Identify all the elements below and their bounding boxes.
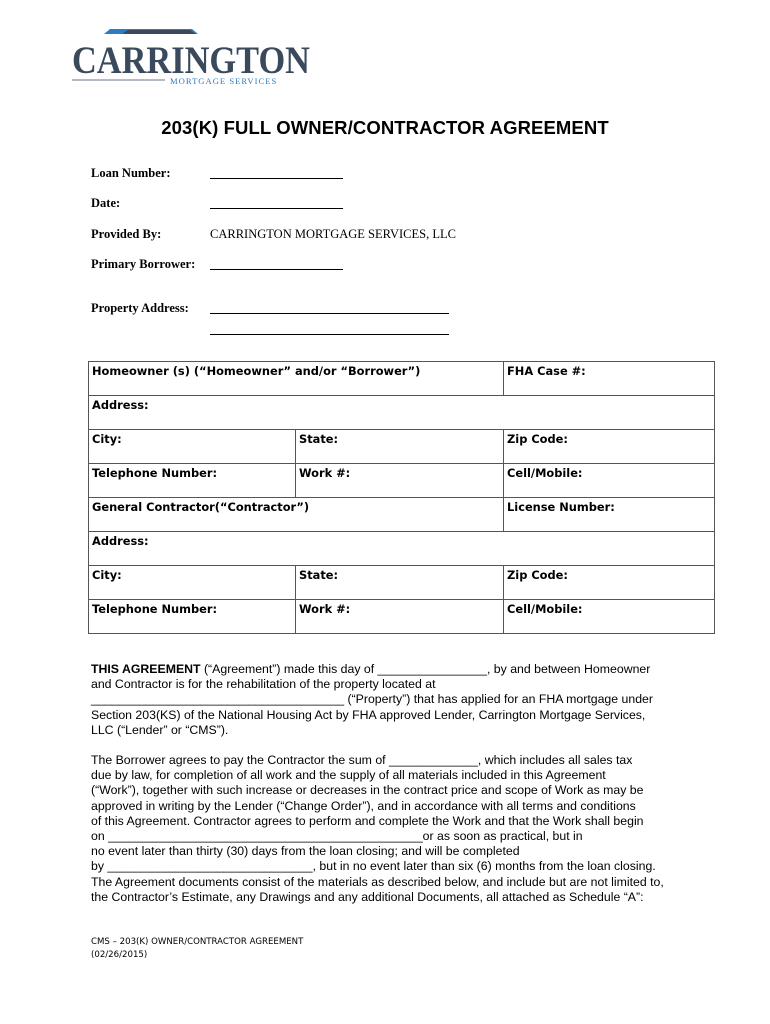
contractor-city-cell[interactable] [89,566,296,600]
cell-mobile-label: Cell/Mobile: [507,466,583,480]
document-title: 203(K) FULL OWNER/CONTRACTOR AGREEMENT [161,117,609,138]
homeowner-city-cell[interactable] [89,430,296,464]
contractor-cell[interactable] [89,498,504,532]
parties-info-table [88,361,715,634]
provided-by-value: CARRINGTON MORTGAGE SERVICES, LLC [210,227,456,241]
homeowner-work-cell[interactable] [296,464,504,498]
paragraph-line: The Agreement documents consist of the materials as described below, and include but are not limited to, [91,874,664,889]
fha-case-cell[interactable] [504,362,715,396]
table-row [89,532,715,566]
property-address-label: Property Address: [91,301,189,315]
payment-terms-paragraph [91,753,691,905]
zip-label: Zip Code: [507,568,568,582]
work-label: Work #: [299,602,351,616]
page-footer [91,936,303,962]
paragraph-line: and Contractor is for the rehabilitation of the property located at [91,677,436,692]
telephone-label: Telephone Number: [92,466,218,480]
homeowner-zip-cell[interactable] [504,430,715,464]
table-row [89,362,715,396]
footer-form-name: CMS – 203(K) OWNER/CONTRACTOR AGREEMENT [91,937,304,947]
paragraph-line: Section 203(KS) of the National Housing Act by FHA approved Lender, Carrington Mortgage Services, [91,707,646,722]
state-label: State: [299,568,339,582]
contractor-address-cell[interactable] [89,532,715,566]
contractor-zip-cell[interactable] [504,566,715,600]
property-address-field-line1[interactable] [210,313,449,314]
table-row [89,464,715,498]
agreement-paragraph [91,662,691,738]
contractor-state-cell[interactable] [296,566,504,600]
table-row [89,396,715,430]
work-label: Work #: [299,466,351,480]
provided-by-label: Provided By: [91,227,162,241]
address-label: Address: [92,398,149,412]
paragraph-line: LLC (“Lender” or “CMS”). [91,722,229,737]
homeowner-state-cell[interactable] [296,430,504,464]
paragraph-line: by ______________________________, but in no event later than six (6) months from the loan closing. [91,859,656,874]
paragraph-line: _____________________________________ (“Property”) that has applied for an FHA mortgage under [91,692,653,707]
primary-borrower-label: Primary Borrower: [91,257,196,271]
table-row [89,430,715,464]
loan-number-field[interactable] [210,178,343,179]
logo-roof-shape-dark [122,30,196,34]
agreement-lead: THIS AGREEMENT [91,662,201,676]
logo-wordmark: CARRINGTON [72,39,310,82]
paragraph-line: of this Agreement. Contractor agrees to perform and complete the Work and that the Work shall begin [91,813,644,828]
license-number-label: License Number: [507,500,615,514]
contractor-label: General Contractor(“Contractor”) [92,500,310,514]
paragraph-line: The Borrower agrees to pay the Contractor the sum of _____________, which includes all sales tax [91,753,633,767]
city-label: City: [92,568,122,582]
paragraph-line: (“Agreement”) made this day of ________________, by and between Homeowner [200,662,651,676]
homeowner-cell[interactable] [89,362,504,396]
license-number-cell[interactable] [504,498,715,532]
loan-number-label: Loan Number: [91,166,171,180]
date-label: Date: [91,196,121,210]
contractor-cell-mobile-cell[interactable] [504,600,715,634]
logo-tagline: MORTGAGE SERVICES [170,76,278,86]
carrington-logo [70,28,315,90]
paragraph-line: on ______________________________________________or as soon as practical, but in [91,829,583,844]
homeowner-telephone-cell[interactable] [89,464,296,498]
telephone-label: Telephone Number: [92,602,218,616]
paragraph-line: due by law, for completion of all work and the supply of all materials included in this Agreement [91,768,606,783]
homeowner-address-cell[interactable] [89,396,715,430]
table-row [89,600,715,634]
address-label: Address: [92,534,149,548]
paragraph-line: (“Work”), together with such increase or decreases in the contract price and scope of Work as may be [91,783,644,798]
zip-label: Zip Code: [507,432,568,446]
homeowner-label: Homeowner (s) (“Homeowner” and/or “Borrower”) [92,364,421,378]
contractor-telephone-cell[interactable] [89,600,296,634]
date-field[interactable] [210,208,343,209]
primary-borrower-field[interactable] [210,269,343,270]
table-row [89,566,715,600]
fha-case-label: FHA Case #: [507,364,586,378]
paragraph-line: the Contractor’s Estimate, any Drawings and any additional Documents, all attached as Schedule “A”: [91,889,644,904]
footer-form-date: (02/26/2015) [91,950,148,960]
contractor-work-cell[interactable] [296,600,504,634]
city-label: City: [92,432,122,446]
table-row [89,498,715,532]
property-address-field-line2[interactable] [210,334,449,335]
cell-mobile-label: Cell/Mobile: [507,602,583,616]
paragraph-line: approved in writing by the Lender (“Change Order”), and in accordance with all terms and conditions [91,798,636,813]
homeowner-cell-mobile-cell[interactable] [504,464,715,498]
paragraph-line: no event later than thirty (30) days from the loan closing; and will be completed [91,844,520,859]
state-label: State: [299,432,339,446]
